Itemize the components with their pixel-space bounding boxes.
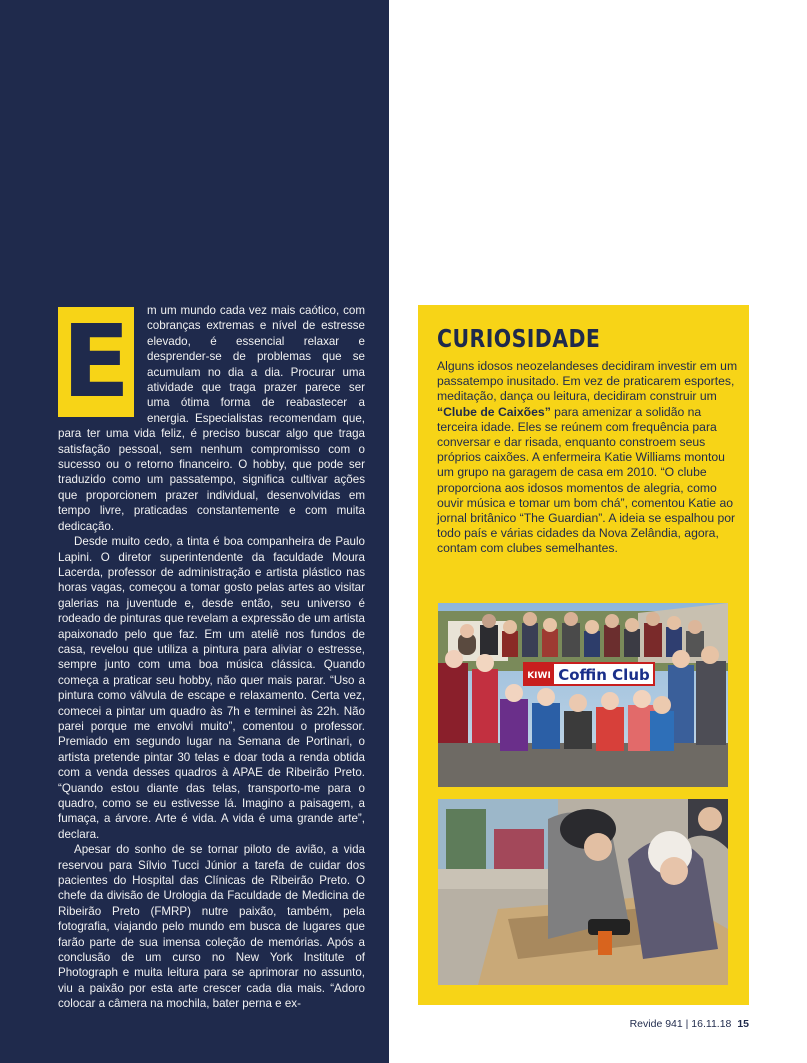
drop-cap-letter: E [61, 303, 131, 420]
article-paragraph-1-text: m um mundo cada vez mais caótico, com cobranças extremas e nível de estresse elevado, é essencial relaxar e desprender-se de problemas que se acumulam no dia a dia. Procurar uma atividade que traga prazer parece ser uma ótima forma de reabastecer a energia. Especialistas recomendam que, para ter uma vida feliz, é preciso buscar algo que traga satisfação pessoal, sem nenhum compromisso com o sucesso ou o retorno financeiro. O hobby, que pode ser traduzido como um passatempo, significa cultivar ações que proporcionem prazer individual, desenvolvidas em tempo livre, praticadas constantemente e com muita dedicação. [58, 304, 365, 533]
curiosity-box [418, 305, 749, 1005]
coffin-club-group-photo [438, 603, 728, 787]
curiosity-text [437, 359, 739, 557]
footer-separator: | [685, 1018, 689, 1030]
curiosity-text-intro: Alguns idosos neozelandeses decidiram investir em um passatempo inusitado. Em vez de praticarem esportes, meditação, dança ou leitura, decidiram construir um [437, 359, 738, 404]
article-paragraph-3: Apesar do sonho de se tornar piloto de avião, a vida reservou para Sílvio Tucci Júnior a tarefa de cuidar dos pacientes do Hospital das Clínicas de Ribeirão Preto. O chefe da divisão de Urologia da Faculdade de Medicina de Ribeirão Preto (FMRP) nutre paixão, também, pela fotografia, viajando pelo mundo em busca de lugares que farão parte de sua imensa coleção de memórias. Após a conclusão de um curso no New York Institute of Photograph e muita leitura para se aprimorar no assunto, viu a paixão por esta arte crescer cada dia mais. “Adoro colocar a câmera na mochila, bater perna e ex- [58, 843, 365, 1011]
drop-cap [58, 303, 134, 420]
curiosity-title: CURIOSIDADE [437, 324, 601, 353]
banner-coffin-club-text: Coffin Club [558, 666, 650, 684]
article-paragraph-1 [58, 303, 365, 534]
magazine-issue: Revide 941 [629, 1018, 683, 1030]
coffin-building-photo [438, 799, 728, 985]
page-footer [630, 1018, 749, 1030]
coffin-club-highlight: “Clube de Caixões” [437, 404, 551, 419]
article-body [58, 303, 365, 1012]
curiosity-text-rest: para amenizar a solidão na terceira idade. Eles se reúnem com frequência para conversar e dar risada, enquanto constroem seus próprios caixões. A enfermeira Katie Williams montou um grupo na garagem de casa em 2010. “O clube proporciona aos idosos momentos de alegria, como ouvir música e tomar um bom chá”, comentou Katie ao jornal britânico “The Guardian”. A ideia se espalhou por todo país e várias cidades da Nova Zelândia, agora, contam com clubes semelhantes. [437, 404, 736, 556]
article-paragraph-2: Desde muito cedo, a tinta é boa companheira de Paulo Lapini. O diretor superintendente da faculdade Moura Lacerda, professor de administração e artista plástico nas horas vagas, começou a tomar gosto pelas artes ao visitar galerias na juventude e, desde então, seu universo é rodeado de pinturas que revelam a expressão de um artista apaixonado pelo que faz. Em um ateliê nos fundos de casa, revelou que utiliza a pintura para aliviar o estresse, sempre junto com uma boa música clássica. Quando começa a praticar seu hobby, não quer mais parar. “Uso a pintura como válvula de escape e relaxamento. Certa vez, comecei a pintar um quadro às 7h e terminei às 22h. Não parei porque me envolvi muito”, comentou o professor. Premiado em segundo lugar na Semana de Portinari, o artista pretende pintar 30 telas e doar toda a renda obtida com a venda desses quadros à APAE de Ribeirão Preto. “Quando estou diante das telas, transporto-me para o quadro, como se eu estivesse lá. Imagino a paisagem, a fumaça, a árvore. Arte é vida. A vida é uma grande arte”, declara. [58, 535, 365, 841]
page-number: 15 [737, 1018, 749, 1030]
issue-date: 16.11.18 [691, 1018, 732, 1030]
banner-kiwi-text: KIWI [527, 671, 551, 681]
